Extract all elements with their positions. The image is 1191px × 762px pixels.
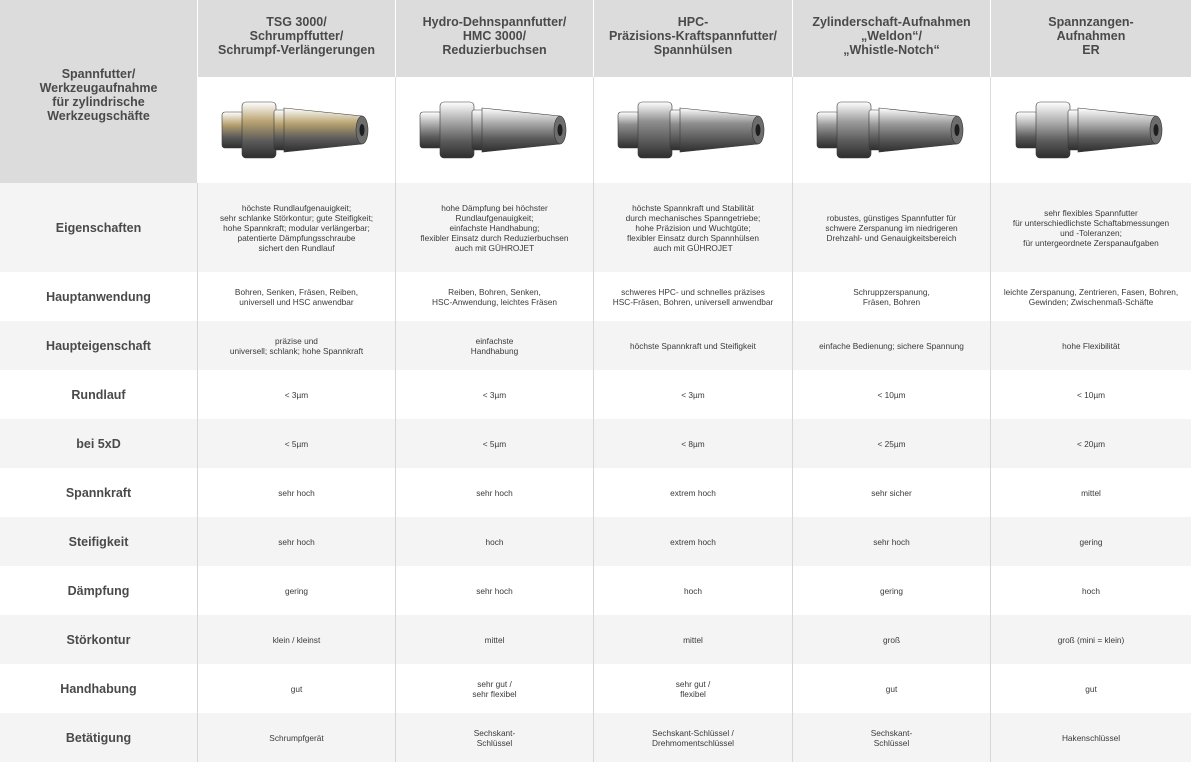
- product-image-cell: [198, 77, 396, 183]
- table-cell: einfache Bedienung; sichere Spannung: [793, 321, 991, 370]
- row-label: Hauptanwendung: [0, 272, 198, 321]
- table-cell: Bohren, Senken, Fräsen, Reiben, universell und HSC anwendbar: [198, 272, 396, 321]
- row-label: Rundlauf: [0, 370, 198, 419]
- table-cell: < 5µm: [198, 419, 396, 468]
- row-label: Betätigung: [0, 713, 198, 762]
- table-cell: sehr hoch: [198, 468, 396, 517]
- product-image-cell: [396, 77, 594, 183]
- table-cell: extrem hoch: [594, 468, 793, 517]
- row-label: bei 5xD: [0, 419, 198, 468]
- table-cell: Schrumpfgerät: [198, 713, 396, 762]
- table-cell: Sechskant-Schlüssel / Drehmomentschlüssel: [594, 713, 793, 762]
- column-header: Hydro-Dehnspannfutter/ HMC 3000/ Reduzierbuchsen: [396, 0, 594, 77]
- table-cell: gering: [991, 517, 1191, 566]
- table-cell: < 25µm: [793, 419, 991, 468]
- table-cell: hoch: [991, 566, 1191, 615]
- row-label: Dämpfung: [0, 566, 198, 615]
- hydro-chuck-image: [410, 90, 580, 170]
- product-image-cell: [793, 77, 991, 183]
- row-label: Steifigkeit: [0, 517, 198, 566]
- table-cell: höchste Rundlaufgenauigkeit; sehr schlanke Störkontur; gute Steifigkeit; hohe Spannkraft; modular verlängerbar; patentierte Dämpfungsschraube sichert den Rundlauf: [198, 183, 396, 272]
- table-cell: < 5µm: [396, 419, 594, 468]
- table-cell: gut: [991, 664, 1191, 713]
- table-cell: robustes, günstiges Spannfutter für schwere Zerspanung im niedrigeren Drehzahl- und Genauigkeitsbereich: [793, 183, 991, 272]
- row-label: Spannkraft: [0, 468, 198, 517]
- table-cell: extrem hoch: [594, 517, 793, 566]
- table-cell: Schruppzerspanung, Fräsen, Bohren: [793, 272, 991, 321]
- table-cell: < 20µm: [991, 419, 1191, 468]
- column-header: HPC- Präzisions-Kraftspannfutter/ Spannhülsen: [594, 0, 793, 77]
- table-cell: hohe Dämpfung bei höchster Rundlaufgenauigkeit; einfachste Handhabung; flexibler Einsatz durch Reduzierbuchsen auch mit GÜHROJET: [396, 183, 594, 272]
- table-cell: sehr gut / flexibel: [594, 664, 793, 713]
- table-cell: präzise und universell; schlank; hohe Spannkraft: [198, 321, 396, 370]
- row-label: Handhabung: [0, 664, 198, 713]
- table-cell: < 3µm: [594, 370, 793, 419]
- table-cell: Sechskant- Schlüssel: [396, 713, 594, 762]
- product-image-cell: [594, 77, 793, 183]
- er-collet-chuck-image: [1006, 90, 1176, 170]
- table-cell: hoch: [594, 566, 793, 615]
- table-cell: hoch: [396, 517, 594, 566]
- table-cell: < 3µm: [198, 370, 396, 419]
- table-cell: leichte Zerspanung, Zentrieren, Fasen, Bohren, Gewinden; Zwischenmaß-Schäfte: [991, 272, 1191, 321]
- column-header: TSG 3000/ Schrumpffutter/ Schrumpf-Verlängerungen: [198, 0, 396, 77]
- table-cell: sehr hoch: [198, 517, 396, 566]
- column-header: Zylinderschaft-Aufnahmen „Weldon“/ „Whistle-Notch“: [793, 0, 991, 77]
- table-cell: höchste Spannkraft und Stabilität durch mechanisches Spanngetriebe; hohe Präzision und Wuchtgüte; flexibler Einsatz durch Spannhülsen auch mit GÜHROJET: [594, 183, 793, 272]
- table-cell: Hakenschlüssel: [991, 713, 1191, 762]
- table-cell: sehr gut / sehr flexibel: [396, 664, 594, 713]
- row-label: Eigenschaften: [0, 183, 198, 272]
- table-cell: höchste Spannkraft und Steifigkeit: [594, 321, 793, 370]
- table-cell: gering: [198, 566, 396, 615]
- weldon-holder-image: [807, 90, 977, 170]
- table-cell: hohe Flexibilität: [991, 321, 1191, 370]
- product-image-cell: [991, 77, 1191, 183]
- table-cell: Reiben, Bohren, Senken, HSC-Anwendung, leichtes Fräsen: [396, 272, 594, 321]
- table-cell: gut: [198, 664, 396, 713]
- table-cell: < 10µm: [793, 370, 991, 419]
- table-cell: einfachste Handhabung: [396, 321, 594, 370]
- hpc-chuck-image: [608, 90, 778, 170]
- table-cell: mittel: [396, 615, 594, 664]
- table-cell: gut: [793, 664, 991, 713]
- table-cell: gering: [793, 566, 991, 615]
- table-cell: klein / kleinst: [198, 615, 396, 664]
- table-cell: sehr hoch: [396, 468, 594, 517]
- table-cell: sehr hoch: [793, 517, 991, 566]
- table-cell: < 10µm: [991, 370, 1191, 419]
- table-cell: schweres HPC- und schnelles präzises HSC-Fräsen, Bohren, universell anwendbar: [594, 272, 793, 321]
- column-header: Spannzangen- Aufnahmen ER: [991, 0, 1191, 77]
- row-label: Störkontur: [0, 615, 198, 664]
- shrink-chuck-image: [212, 90, 382, 170]
- table-cell: sehr flexibles Spannfutter für unterschiedlichste Schaftabmessungen und -Toleranzen; für untergeordnete Zerspanaufgaben: [991, 183, 1191, 272]
- corner-title: Spannfutter/ Werkzeugaufnahme für zylindrische Werkzeugschäfte: [0, 0, 198, 183]
- row-label: Haupteigenschaft: [0, 321, 198, 370]
- table-cell: sehr hoch: [396, 566, 594, 615]
- table-cell: < 8µm: [594, 419, 793, 468]
- table-cell: groß (mini = klein): [991, 615, 1191, 664]
- table-cell: mittel: [594, 615, 793, 664]
- table-cell: Sechskant- Schlüssel: [793, 713, 991, 762]
- table-cell: < 3µm: [396, 370, 594, 419]
- table-cell: groß: [793, 615, 991, 664]
- table-cell: mittel: [991, 468, 1191, 517]
- table-cell: sehr sicher: [793, 468, 991, 517]
